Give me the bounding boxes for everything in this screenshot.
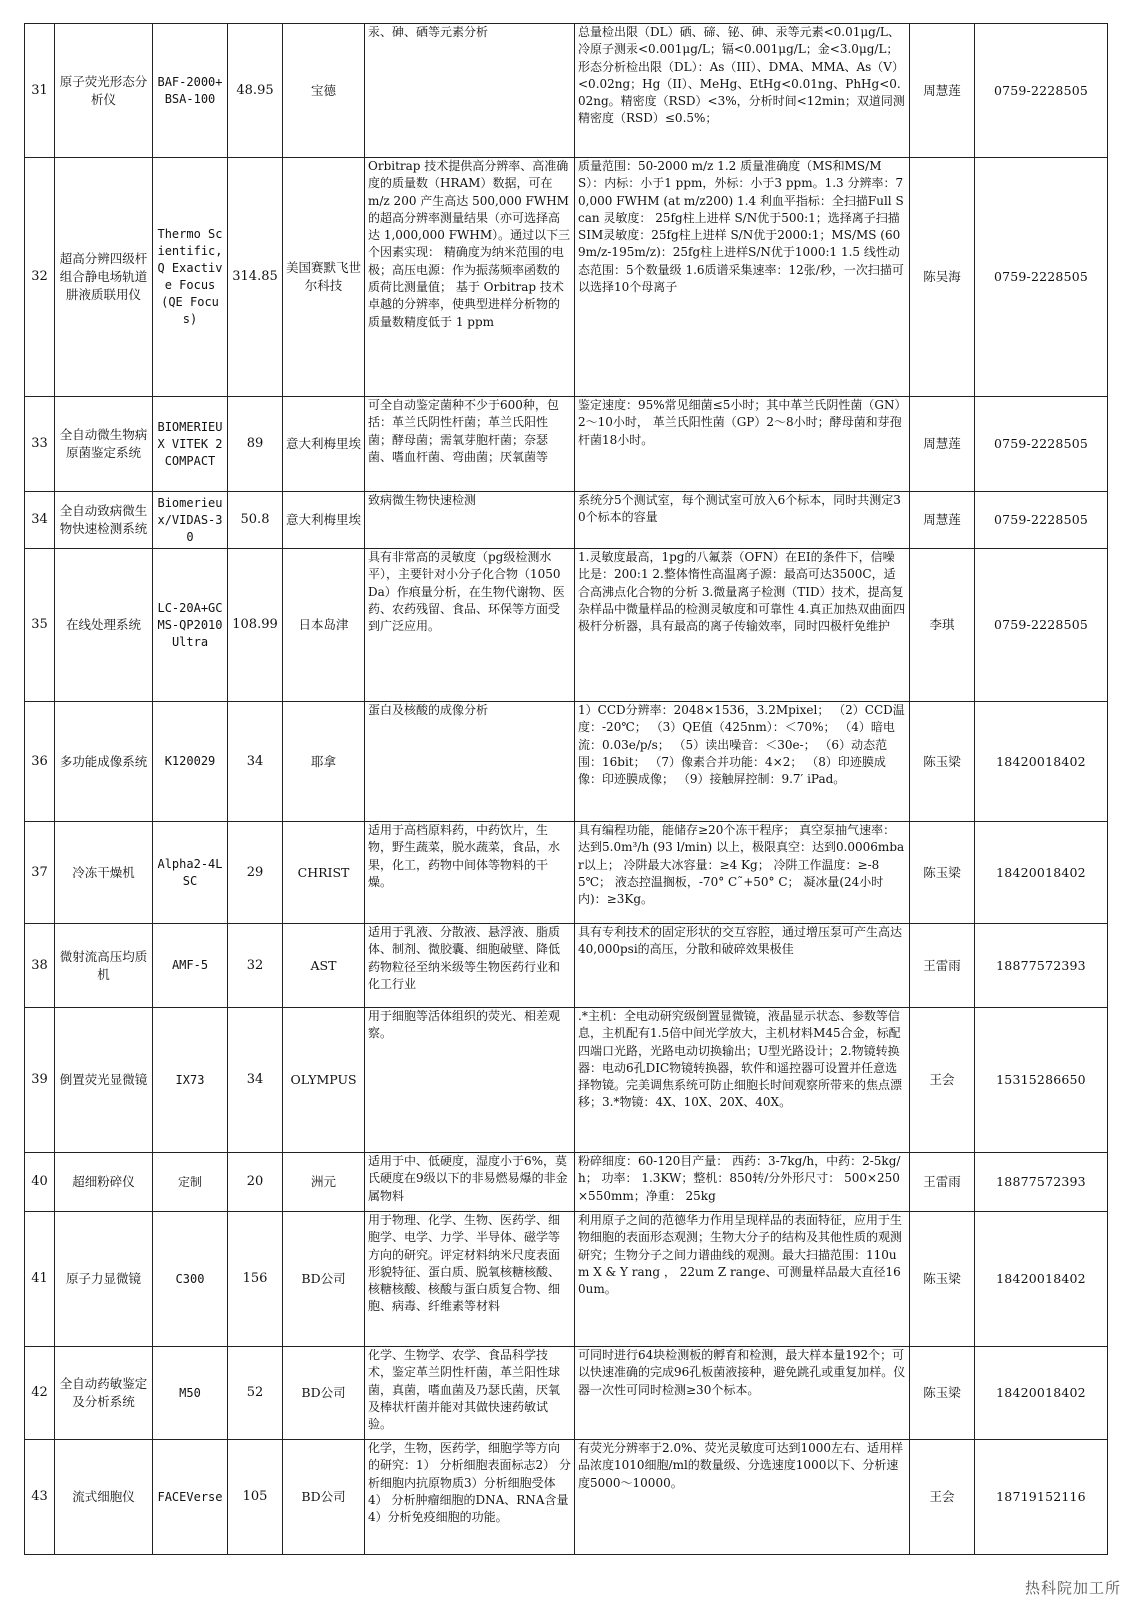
brand-name: 意大利梅里埃 — [283, 397, 365, 492]
price-value: 314.85 — [228, 158, 283, 397]
row-number: 37 — [25, 822, 55, 924]
row-number: 40 — [25, 1153, 55, 1212]
table-row — [25, 924, 1108, 1008]
spec-text: 质量范围：50-2000 m/z 1.2 质量准确度（MS和MS/MS）：内标：小于1 ppm，外标：小于3 ppm。1.3 分辨率：70,000 FWHM (at m/z200) 1.4 利血平指标：全扫描Full Scan 灵敏度： 25fg柱上进样 S/N优于500:1；选择离子扫描SIM灵敏度：25fg柱上进样 S/N优于2000:1；MS/MS (609m/z-195m/z)：25fg柱上进样S/N优于1000:1 1.5 线性动态范围：5个数量级 1.6质谱采集速率：12张/秒，一次扫描可以选择10个母离子 — [575, 158, 910, 397]
application-text: 化学、生物学、农学、食品科学技术，鉴定革兰阴性杆菌，革兰阳性球菌，真菌，嗜血菌及乃瑟氏菌，厌氧及棒状杆菌并能对其做快速药敏试验。 — [365, 1347, 575, 1440]
instrument-model: BAF-2000+BSA-100 — [153, 24, 228, 158]
spec-text: 有荧光分辨率于2.0%、荧光灵敏度可达到1000左右、适用样品浓度1010细胞/ml的数量级、分选速度1000以下、分析速度5000～10000。 — [575, 1440, 910, 1555]
spec-text: .*主机：全电动研究级倒置显微镜，液晶显示状态、参数等信息，主机配有1.5倍中间光学放大，主机材料M45合金，标配四端口光路，光路电动切换输出；U型光路设计；2.物镜转换器：电动6孔DIC物镜转换器，软件和遥控器可设置并任意选择物镜。完美调焦系统可防止细胞长时间观察所带来的焦点漂移；3.*物镜：4X、10X、20X、40X。 — [575, 1008, 910, 1153]
contact-person: 陈玉梁 — [910, 1347, 975, 1440]
table-row — [25, 702, 1108, 822]
table-row — [25, 397, 1108, 492]
equipment-table — [24, 23, 1108, 1555]
spec-text: 1.灵敏度最高，1pg的八氟萘（OFN）在EI的条件下，信噪比是：200:1 2.整体惰性高温离子源：最高可达3500C，适合高沸点化合物的分析 3.微量离子检测（TID）技术，提高复杂样品中微量样品的检测灵敏度和可靠性 4.真正加热双曲面四极杆分析器，具有最高的离子传输效率，同时四极杆免维护 — [575, 549, 910, 702]
brand-name: AST — [283, 924, 365, 1008]
instrument-name: 冷冻干燥机 — [55, 822, 153, 924]
brand-name: BD公司 — [283, 1440, 365, 1555]
row-number: 41 — [25, 1212, 55, 1347]
brand-name: 洲元 — [283, 1153, 365, 1212]
price-value: 32 — [228, 924, 283, 1008]
brand-name: CHRIST — [283, 822, 365, 924]
row-number: 35 — [25, 549, 55, 702]
contact-person: 周慧莲 — [910, 24, 975, 158]
application-text: 适用于乳液、分散液、悬浮液、脂质体、制剂、微胶囊、细胞破壁、降低药物粒径至纳米级等生物医药行业和化工行业 — [365, 924, 575, 1008]
spec-text: 1）CCD分辨率：2048×1536，3.2Mpixel； （2）CCD温度：-20℃； （3）QE值（425nm）：＜70%； （4）暗电流：0.03e/p/s； （5）读出噪音：＜30e-； （6）动态范围：16bit； （7）像素合并功能：4×2； （8）印迹膜成像：印迹膜成像； （9）接触屏控制：9.7′ iPad。 — [575, 702, 910, 822]
contact-person: 陈玉梁 — [910, 702, 975, 822]
spec-text: 总量检出限（DL）硒、碲、铋、砷、汞等元素<0.01μg/L、冷原子测汞<0.001μg/L；镉<0.001μg/L；金<3.0μg/L；形态分析检出限（DL）：As（III）、DMA、MMA、As（V）<0.02ng；Hg（II）、MeHg、EtHg<0.01ng、PhHg<0.02ng。精密度（RSD）<3%，分析时间<12min；双道同测精密度（RSD）≤0.5%； — [575, 24, 910, 158]
brand-name: BD公司 — [283, 1347, 365, 1440]
phone-number: 0759-2228505 — [975, 492, 1108, 549]
brand-name: 宝德 — [283, 24, 365, 158]
instrument-model: LC-20A+GCMS-QP2010Ultra — [153, 549, 228, 702]
contact-person: 陈玉梁 — [910, 1212, 975, 1347]
table-row — [25, 1440, 1108, 1555]
price-value: 105 — [228, 1440, 283, 1555]
application-text: 汞、砷、硒等元素分析 — [365, 24, 575, 158]
row-number: 36 — [25, 702, 55, 822]
spec-text: 具有专利技术的固定形状的交互容腔，通过增压泵可产生高达40,000psi的高压，分散和破碎效果极佳 — [575, 924, 910, 1008]
spec-text: 系统分5个测试室，每个测试室可放入6个标本，同时共测定30个标本的容量 — [575, 492, 910, 549]
price-value: 108.99 — [228, 549, 283, 702]
application-text: 蛋白及核酸的成像分析 — [365, 702, 575, 822]
price-value: 29 — [228, 822, 283, 924]
application-text: 具有非常高的灵敏度（pg级检测水平），主要针对小分子化合物（1050 Da）作痕量分析，在生物代谢物、医药、农药残留、食品、环保等方面受到广泛应用。 — [365, 549, 575, 702]
contact-person: 王雷雨 — [910, 924, 975, 1008]
application-text: 用于细胞等活体组织的荧光、相差观察。 — [365, 1008, 575, 1153]
row-number: 38 — [25, 924, 55, 1008]
phone-number: 0759-2228505 — [975, 549, 1108, 702]
instrument-model: Biomerieux/VIDAS-30 — [153, 492, 228, 549]
row-number: 32 — [25, 158, 55, 397]
instrument-model: BIOMERIEUX VITEK 2 COMPACT — [153, 397, 228, 492]
spec-text: 鉴定速度：95%常见细菌≤5小时；其中革兰氏阴性菌（GN）2～10小时， 革兰氏阳性菌（GP）2～8小时；酵母菌和芽孢杆菌18小时。 — [575, 397, 910, 492]
instrument-name: 流式细胞仪 — [55, 1440, 153, 1555]
contact-person: 王会 — [910, 1008, 975, 1153]
brand-name: 日本岛津 — [283, 549, 365, 702]
instrument-model: 定制 — [153, 1153, 228, 1212]
application-text: 化学，生物，医药学，细胞学等方向的研究：1） 分析细胞表面标志2） 分析细胞内抗原物质3）分析细胞受体 4） 分析肿瘤细胞的DNA、RNA含量 4）分析免疫细胞的功能。 — [365, 1440, 575, 1555]
phone-number: 0759-2228505 — [975, 158, 1108, 397]
phone-number: 18877572393 — [975, 924, 1108, 1008]
phone-number: 18420018402 — [975, 1212, 1108, 1347]
watermark-text: 热科院加工所 — [1024, 1579, 1121, 1597]
price-value: 34 — [228, 1008, 283, 1153]
phone-number: 18420018402 — [975, 1347, 1108, 1440]
table-row — [25, 1212, 1108, 1347]
instrument-name: 超细粉碎仪 — [55, 1153, 153, 1212]
table-row — [25, 1153, 1108, 1212]
brand-name: 美国赛默飞世尔科技 — [283, 158, 365, 397]
price-value: 89 — [228, 397, 283, 492]
instrument-name: 原子荧光形态分析仪 — [55, 24, 153, 158]
phone-number: 18719152116 — [975, 1440, 1108, 1555]
spec-text: 具有编程功能，能储存≥20个冻干程序； 真空泵抽气速率：达到5.0m³/h (93 l/min) 以上，极限真空：达到0.0006mbar以上； 冷阱最大冰容量：≥4 Kg； 冷阱工作温度：≥-85℃； 液态控温搁板，-70° C˜+50° C； 凝冰量(24小时内)：≥3Kg。 — [575, 822, 910, 924]
spec-text: 利用原子之间的范德华力作用呈现样品的表面特征，应用于生物细胞的表面形态观测；生物大分子的结构及其他性质的观测研究；生物分子之间力谱曲线的观测。最大扫描范围：110um X & Y rang ， 22um Z range、可测量样品最大直径160um。 — [575, 1212, 910, 1347]
phone-number: 18420018402 — [975, 702, 1108, 822]
table-row — [25, 492, 1108, 549]
row-number: 42 — [25, 1347, 55, 1440]
instrument-model: M50 — [153, 1347, 228, 1440]
brand-name: 意大利梅里埃 — [283, 492, 365, 549]
price-value: 50.8 — [228, 492, 283, 549]
instrument-model: IX73 — [153, 1008, 228, 1153]
instrument-name: 全自动微生物病原菌鉴定系统 — [55, 397, 153, 492]
brand-name: 耶拿 — [283, 702, 365, 822]
table-row — [25, 24, 1108, 158]
application-text: Orbitrap 技术提供高分辨率、高准确度的质量数（HRAM）数据，可在 m/z 200 产生高达 500,000 FWHM 的超高分辨率测量结果（亦可选择高达 1,000,000 FWHM）。通过以下三个因素实现： 精确度为纳米范围的电极；高压电源：作为振荡频率函数的质荷比测量值； 基于 Orbitrap 技术卓越的分辨率，使典型进样分析物的质量数精度低于 1 ppm — [365, 158, 575, 397]
row-number: 31 — [25, 24, 55, 158]
price-value: 48.95 — [228, 24, 283, 158]
phone-number: 15315286650 — [975, 1008, 1108, 1153]
application-text: 适用于高档原料药，中药饮片，生物，野生蔬菜，脱水蔬菜，食品，水果，化工，药物中间体等物料的干燥。 — [365, 822, 575, 924]
price-value: 34 — [228, 702, 283, 822]
phone-number: 18877572393 — [975, 1153, 1108, 1212]
contact-person: 李琪 — [910, 549, 975, 702]
application-text: 致病微生物快速检测 — [365, 492, 575, 549]
instrument-model: Thermo Scientific, Q Exactive Focus (QE Focus) — [153, 158, 228, 397]
spec-text: 可同时进行64块检测板的孵育和检测，最大样本量192个；可以快速准确的完成96孔板菌液接种，避免跳孔或重复加样。仪器一次性可同时检测≥30个标本。 — [575, 1347, 910, 1440]
price-value: 20 — [228, 1153, 283, 1212]
instrument-name: 全自动致病微生物快速检测系统 — [55, 492, 153, 549]
row-number: 39 — [25, 1008, 55, 1153]
contact-person: 周慧莲 — [910, 492, 975, 549]
table-row — [25, 549, 1108, 702]
instrument-name: 微射流高压均质机 — [55, 924, 153, 1008]
application-text: 可全自动鉴定菌种不少于600种，包括：革兰氏阴性杆菌；革兰氏阳性菌；酵母菌；需氧芽胞杆菌；奈瑟菌、嗜血杆菌、弯曲菌；厌氧菌等 — [365, 397, 575, 492]
instrument-name: 在线处理系统 — [55, 549, 153, 702]
brand-name: BD公司 — [283, 1212, 365, 1347]
price-value: 156 — [228, 1212, 283, 1347]
phone-number: 18420018402 — [975, 822, 1108, 924]
table-row — [25, 1008, 1108, 1153]
row-number: 33 — [25, 397, 55, 492]
contact-person: 陈吴海 — [910, 158, 975, 397]
instrument-model: FACEVerse — [153, 1440, 228, 1555]
phone-number: 0759-2228505 — [975, 24, 1108, 158]
instrument-model: C300 — [153, 1212, 228, 1347]
contact-person: 陈玉梁 — [910, 822, 975, 924]
instrument-model: Alpha2-4LSC — [153, 822, 228, 924]
table-row — [25, 158, 1108, 397]
instrument-name: 倒置荧光显微镜 — [55, 1008, 153, 1153]
phone-number: 0759-2228505 — [975, 397, 1108, 492]
spec-text: 粉碎细度：60-120目产量： 西药：3-7kg/h，中药：2-5kg/h； 功率： 1.3KW；整机：850转/分外形尺寸： 500×250×550mm；净重： 25kg — [575, 1153, 910, 1212]
application-text: 适用于中、低硬度，湿度小于6%，莫氏硬度在9级以下的非易燃易爆的非金属物料 — [365, 1153, 575, 1212]
table-body — [25, 24, 1108, 1555]
instrument-name: 全自动药敏鉴定及分析系统 — [55, 1347, 153, 1440]
application-text: 用于物理、化学、生物、医药学、细胞学、电学、力学、半导体、磁学等方向的研究。评定材料纳米尺度表面形貌特征、蛋白质、脱氧核糖核酸、核糖核酸、核酸与蛋白质复合物、细胞、病毒、纤维素等材料 — [365, 1212, 575, 1347]
instrument-name: 原子力显微镜 — [55, 1212, 153, 1347]
contact-person: 王雷雨 — [910, 1153, 975, 1212]
table-row — [25, 822, 1108, 924]
instrument-name: 超高分辨四级杆组合静电场轨道肼液质联用仪 — [55, 158, 153, 397]
contact-person: 周慧莲 — [910, 397, 975, 492]
instrument-name: 多功能成像系统 — [55, 702, 153, 822]
row-number: 34 — [25, 492, 55, 549]
contact-person: 王会 — [910, 1440, 975, 1555]
instrument-model: AMF-5 — [153, 924, 228, 1008]
table-row — [25, 1347, 1108, 1440]
price-value: 52 — [228, 1347, 283, 1440]
row-number: 43 — [25, 1440, 55, 1555]
brand-name: OLYMPUS — [283, 1008, 365, 1153]
instrument-model: K120029 — [153, 702, 228, 822]
